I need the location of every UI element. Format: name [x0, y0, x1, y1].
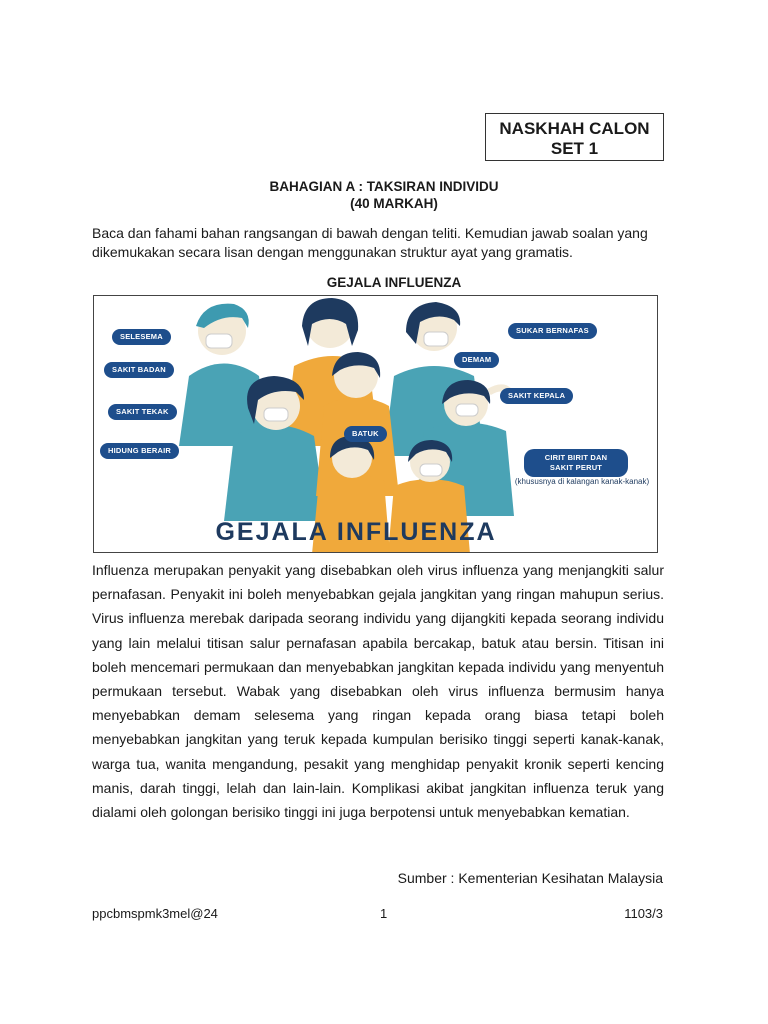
footer-code: ppcbmspmk3mel@24: [92, 906, 218, 921]
figure-banner: GEJALA INFLUENZA: [215, 518, 497, 546]
symptom-tag-demam: DEMAM: [454, 352, 499, 368]
symptom-tag-sukar-bernafas: SUKAR BERNAFAS: [508, 323, 597, 339]
set-label: SET 1: [550, 139, 599, 158]
symptom-tag-sakit-kepala: SAKIT KEPALA: [500, 388, 573, 404]
section-marks: (40 MARKAH): [350, 196, 438, 211]
symptom-tag-cirit-birit: CIRIT BIRIT DAN SAKIT PERUT: [524, 449, 628, 477]
source-citation: Sumber : Kementerian Kesihatan Malaysia: [397, 870, 663, 886]
symptom-tag-sakit-badan: SAKIT BADAN: [104, 362, 174, 378]
article-text: Influenza merupakan penyakit yang disebabkan oleh virus influenza yang menjangkiti salur pernafasan. Penyakit ini boleh menyebabkan gejala jangkitan yang ringan mahupun serius. Virus influenza merebak daripada seorang individu yang dijangkiti kepada seorang individu yang lain melalui titisan salur pernafasan apabila bercakap, batuk atau bersin. Titisan ini boleh mencemari permukaan dan menyebabkan jangkitan kepada individu yang menyentuh permukaan tersebut. Wabak yang disebabkan oleh virus influenza bermusim hanya menyebabkan demam selesema yang ringan kepada orang biasa tetapi boleh menyebabkan jangkitan yang teruk kepada kumpulan berisiko tinggi seperti kanak-kanak, warga tua, wanita mengandung, pesakit yang menghidap penyakit kronik seperti kencing manis, darah tinggi, lelah dan lain-lain. Komplikasi akibat jangkitan influenza teruk yang dialami oleh golongan berisiko tinggi ini juga berpotensi untuk menyebabkan kematian.: [92, 562, 664, 821]
symptom-tag-sakit-tekak: SAKIT TEKAK: [108, 404, 177, 420]
candidate-copy-box: [485, 113, 664, 161]
section-title: BAHAGIAN A : TAKSIRAN INDIVIDU: [269, 179, 499, 194]
symptom-tag-selesema: SELESEMA: [112, 329, 171, 345]
candidate-copy-label: NASKHAH CALON: [499, 119, 650, 138]
person-top-left: [179, 304, 269, 446]
symptom-note: (khususnya di kalangan kanak-kanak): [514, 477, 650, 486]
page-number: 1: [380, 906, 388, 921]
symptom-tag-batuk: BATUK: [344, 426, 387, 442]
symptom-tag-hidung-berair: HIDUNG BERAIR: [100, 443, 179, 459]
instructions-text: Baca dan fahami bahan rangsangan di bawah dengan teliti. Kemudian jawab soalan yang dikemukakan secara lisan dengan menggunakan struktur ayat yang gramatis.: [92, 225, 648, 260]
influenza-symptoms-figure: [93, 295, 658, 553]
section-heading: [0, 178, 768, 212]
paper-code: 1103/3: [624, 906, 663, 921]
figure-title: GEJALA INFLUENZA: [326, 275, 462, 290]
